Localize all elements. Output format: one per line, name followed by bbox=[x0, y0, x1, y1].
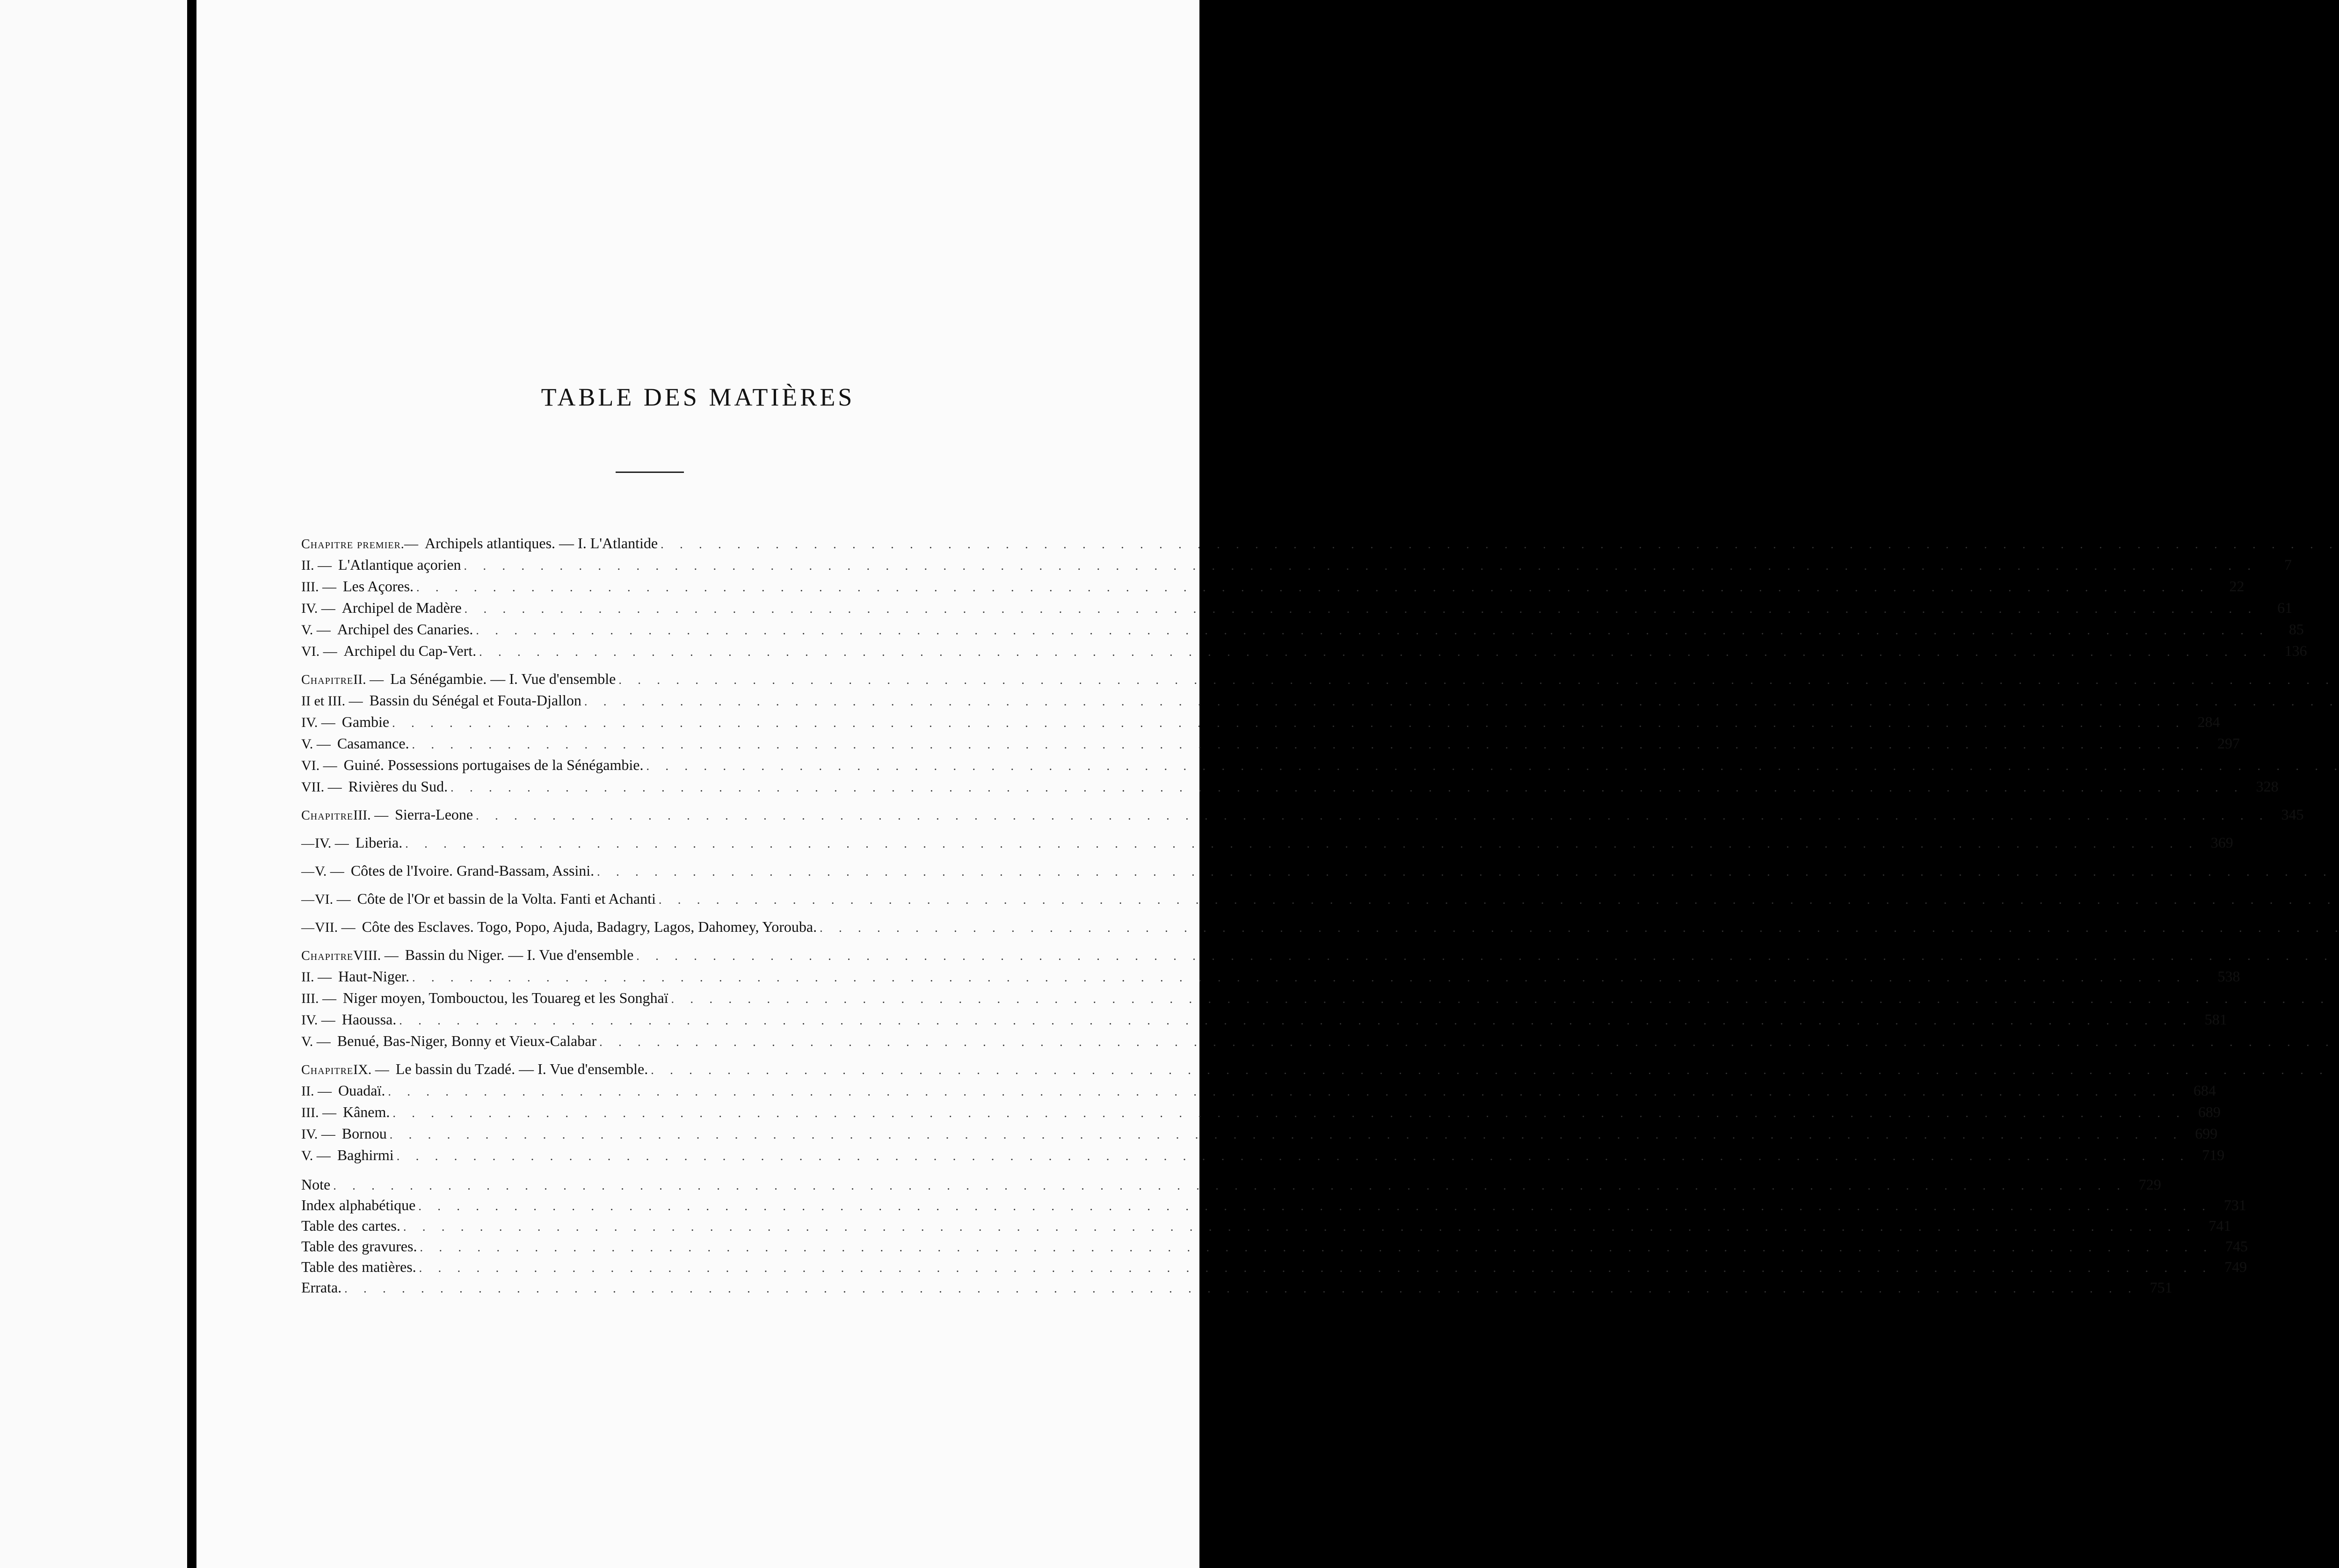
toc-leader-dots bbox=[330, 1176, 2127, 1196]
toc-chapter-label: — bbox=[301, 893, 315, 907]
toc-leader-dots bbox=[473, 620, 2269, 641]
toc-section-title: Archipel des Canaries. bbox=[337, 621, 473, 638]
toc-leader-dots bbox=[616, 669, 2339, 691]
toc-leader-dots bbox=[416, 1258, 2213, 1278]
toc-entry[interactable] bbox=[301, 916, 991, 937]
toc-leader-dots bbox=[643, 755, 2339, 777]
toc-entry[interactable] bbox=[301, 1123, 2218, 1144]
toc-chapter-label: Chapitre premier. bbox=[301, 537, 405, 552]
toc-section-number: II et III. — bbox=[301, 693, 363, 709]
toc-section-title: Ouadaï. bbox=[338, 1082, 385, 1099]
toc-page-number: 741 bbox=[2208, 1217, 2231, 1234]
toc-leader-dots bbox=[400, 1217, 2197, 1237]
toc-section-number: IV. — bbox=[301, 601, 335, 616]
toc-back-entry[interactable] bbox=[301, 1256, 2247, 1277]
toc-entry[interactable] bbox=[301, 711, 2220, 733]
toc-entry[interactable] bbox=[301, 832, 2233, 853]
toc-leader-dots bbox=[415, 1196, 2212, 1217]
page-title: TABLE DES MATIÈRES bbox=[541, 383, 855, 411]
toc-section-number: IV. — bbox=[301, 1012, 335, 1028]
toc-section-title: Niger moyen, Tombouctou, les Touareg et les Songhaï bbox=[342, 989, 668, 1006]
toc-section-number: IV. — bbox=[315, 835, 349, 851]
toc-section-title: Côtes de l'Ivoire. Grand-Bassam, Assini. bbox=[350, 862, 595, 879]
toc-section-title: La Sénégambie. — I. Vue d'ensemble bbox=[390, 670, 616, 687]
toc-chapter-label: Chapitre bbox=[301, 949, 354, 963]
toc-leader-dots bbox=[389, 712, 2186, 734]
toc-leader-dots bbox=[462, 598, 2258, 620]
toc-entry[interactable] bbox=[301, 1058, 991, 1080]
toc-section-title: Le bassin du Tzadé. — I. Vue d'ensemble. bbox=[395, 1060, 648, 1077]
toc-entry[interactable] bbox=[301, 987, 991, 1009]
toc-section-number: V. — bbox=[315, 864, 344, 879]
toc-entry[interactable] bbox=[301, 618, 2304, 640]
toc-section-number: IX. — bbox=[353, 1062, 389, 1077]
toc-section-number: V. — bbox=[301, 1148, 331, 1163]
toc-page-number: 345 bbox=[2281, 806, 2304, 823]
toc-section-title: Haoussa. bbox=[341, 1011, 397, 1028]
toc-back-title: Table des gravures. bbox=[301, 1238, 417, 1255]
table-of-contents bbox=[301, 532, 2307, 1298]
toc-page-number: 7 bbox=[2284, 556, 2292, 573]
toc-section-title: Bornou bbox=[341, 1125, 387, 1142]
toc-leader-dots bbox=[414, 577, 2210, 598]
toc-section-title: Côte de l'Or et bassin de la Volta. Fanti et Achanti bbox=[357, 890, 656, 907]
toc-back-entry[interactable] bbox=[301, 1174, 2161, 1195]
toc-entry[interactable] bbox=[301, 640, 2307, 661]
toc-page-number: 745 bbox=[2225, 1238, 2248, 1255]
toc-page-number: 136 bbox=[2284, 642, 2307, 659]
toc-leader-dots bbox=[341, 1278, 2138, 1299]
toc-entry[interactable] bbox=[301, 690, 991, 711]
toc-section-title: Les Açores. bbox=[342, 578, 414, 595]
toc-chapter-entries bbox=[301, 532, 2307, 1166]
toc-page-number: 85 bbox=[2288, 621, 2304, 638]
toc-back-entry[interactable] bbox=[301, 1236, 2248, 1256]
toc-leader-dots bbox=[473, 805, 2269, 827]
toc-leader-dots bbox=[409, 967, 2206, 988]
toc-entry[interactable] bbox=[301, 804, 2304, 825]
toc-leader-dots bbox=[633, 945, 2339, 967]
toc-section-number: II. — bbox=[301, 969, 332, 985]
toc-chapter-label: — bbox=[301, 864, 315, 879]
toc-page-number: 729 bbox=[2138, 1176, 2161, 1193]
toc-section-title: Bassin du Sénégal et Fouta-Djallon bbox=[369, 692, 581, 709]
toc-leader-dots bbox=[409, 734, 2206, 755]
left-blank-page bbox=[0, 0, 187, 1568]
toc-page-number: 581 bbox=[2204, 1011, 2227, 1028]
toc-section-number: VII. — bbox=[315, 920, 356, 935]
toc-section-number: II. — bbox=[301, 1083, 332, 1099]
toc-section-title: Guiné. Possessions portugaises de la Sénégambie. bbox=[343, 756, 644, 773]
toc-page-number: 751 bbox=[2150, 1279, 2172, 1296]
toc-chapter-label: Chapitre bbox=[301, 673, 354, 687]
toc-section-number: IV. — bbox=[301, 1126, 335, 1142]
toc-section-title: Casamance. bbox=[337, 735, 409, 752]
toc-leader-dots bbox=[581, 691, 2339, 712]
toc-entry[interactable] bbox=[301, 597, 2293, 618]
toc-entry[interactable] bbox=[301, 532, 991, 554]
toc-entry[interactable] bbox=[301, 1101, 2221, 1123]
toc-page-number: 328 bbox=[2256, 778, 2279, 795]
toc-page-number: 699 bbox=[2195, 1125, 2218, 1142]
toc-section-title: Côte des Esclaves. Togo, Popo, Ajuda, Badagry, Lagos, Dahomey, Yorouba. bbox=[362, 918, 817, 935]
toc-chapter-label: Chapitre bbox=[301, 808, 354, 823]
toc-leader-dots bbox=[396, 1010, 2193, 1031]
toc-section-title: L'Atlantique açorien bbox=[338, 556, 461, 573]
toc-back-entry[interactable] bbox=[301, 1277, 2172, 1298]
toc-leader-dots bbox=[648, 1060, 2339, 1081]
toc-leader-dots bbox=[394, 1146, 2190, 1167]
toc-leader-dots bbox=[596, 1031, 2339, 1053]
toc-leader-dots bbox=[402, 833, 2199, 855]
toc-entry[interactable] bbox=[301, 776, 2279, 797]
toc-page-number: 731 bbox=[2223, 1197, 2246, 1213]
toc-section-number: V. — bbox=[301, 1034, 331, 1049]
toc-leader-dots bbox=[817, 917, 2339, 939]
title-rule bbox=[616, 472, 684, 473]
toc-section-number: V. — bbox=[301, 736, 331, 752]
toc-section-number: III. — bbox=[353, 807, 389, 823]
toc-leader-dots bbox=[417, 1237, 2213, 1258]
toc-section-title: Baghirmi bbox=[337, 1147, 394, 1163]
toc-section-title: Bassin du Niger. — I. Vue d'ensemble bbox=[405, 946, 634, 963]
toc-entry[interactable] bbox=[301, 944, 991, 965]
toc-leader-dots bbox=[385, 1081, 2181, 1103]
toc-entry[interactable] bbox=[301, 754, 991, 776]
toc-page-number: 538 bbox=[2217, 968, 2240, 985]
toc-leader-dots bbox=[658, 534, 2339, 555]
toc-section-title: Archipels atlantiques. — I. L'Atlantide bbox=[425, 535, 658, 552]
toc-leader-dots bbox=[594, 861, 2339, 883]
toc-section-title: Benué, Bas-Niger, Bonny et Vieux-Calabar bbox=[337, 1032, 597, 1049]
toc-entry[interactable] bbox=[301, 1030, 991, 1052]
toc-back-entry[interactable] bbox=[301, 1195, 2246, 1215]
toc-page-number: 22 bbox=[2229, 578, 2245, 595]
toc-section-title: Sierra-Leone bbox=[395, 806, 473, 823]
toc-leader-dots bbox=[448, 777, 2244, 799]
toc-entry[interactable] bbox=[301, 668, 991, 690]
toc-section-title: Kânem. bbox=[342, 1103, 390, 1120]
toc-section-number: VIII. — bbox=[353, 948, 399, 963]
toc-section-title: Haut-Niger. bbox=[338, 968, 409, 985]
toc-back-entry[interactable] bbox=[301, 1215, 2231, 1236]
toc-entry[interactable] bbox=[301, 1080, 2216, 1101]
toc-leader-dots bbox=[668, 988, 2339, 1010]
toc-leader-dots bbox=[461, 555, 2258, 577]
toc-section-number: V. — bbox=[301, 622, 331, 638]
toc-entry[interactable] bbox=[301, 965, 2240, 987]
toc-page-number: 689 bbox=[2198, 1103, 2221, 1120]
toc-chapter-label: — bbox=[301, 921, 315, 935]
toc-entry[interactable] bbox=[301, 1144, 2225, 1166]
toc-chapter-label: — bbox=[301, 836, 315, 851]
toc-leader-dots bbox=[656, 889, 2339, 911]
toc-section-number: III. — bbox=[301, 1105, 336, 1120]
toc-page-number: 284 bbox=[2197, 713, 2220, 730]
toc-page-number: 369 bbox=[2210, 834, 2233, 851]
toc-entry[interactable] bbox=[301, 888, 991, 909]
toc-page-number: 297 bbox=[2217, 735, 2240, 752]
toc-page-number: 719 bbox=[2202, 1147, 2225, 1163]
toc-section-title: Archipel de Madère bbox=[341, 599, 462, 616]
toc-section-title: Rivières du Sud. bbox=[348, 778, 448, 795]
toc-section-number: VI. — bbox=[301, 758, 337, 773]
toc-entry[interactable] bbox=[301, 860, 991, 881]
toc-section-number: VI. — bbox=[315, 892, 351, 907]
toc-back-title: Index alphabétique bbox=[301, 1197, 416, 1213]
toc-section-title: Gambie bbox=[341, 713, 390, 730]
toc-page-number: 61 bbox=[2277, 599, 2293, 616]
toc-back-matter bbox=[301, 1174, 2248, 1298]
toc-entry[interactable] bbox=[301, 1009, 2227, 1030]
toc-back-title: Errata. bbox=[301, 1279, 342, 1296]
toc-page-number: 684 bbox=[2193, 1082, 2216, 1099]
toc-section-number: IV. — bbox=[301, 715, 335, 730]
toc-section-number: VI. — bbox=[301, 644, 337, 659]
toc-section-number: II. — bbox=[301, 558, 332, 573]
toc-chapter-label: Chapitre bbox=[301, 1063, 354, 1077]
toc-page-number: 749 bbox=[2224, 1258, 2247, 1275]
toc-section-number: II. — bbox=[353, 672, 384, 687]
toc-section-number: VII. — bbox=[301, 779, 342, 795]
toc-leader-dots bbox=[390, 1103, 2186, 1124]
toc-leader-dots bbox=[387, 1124, 2183, 1146]
toc-entry[interactable] bbox=[301, 575, 2245, 597]
toc-back-title: Table des matières. bbox=[301, 1258, 416, 1275]
toc-back-title: Note bbox=[301, 1176, 331, 1193]
toc-back-title: Table des cartes. bbox=[301, 1217, 400, 1234]
toc-section-number: III. — bbox=[301, 991, 336, 1006]
toc-entry[interactable] bbox=[301, 733, 2240, 754]
toc-section-number: III. — bbox=[301, 579, 336, 595]
toc-section-title: Liberia. bbox=[355, 834, 403, 851]
toc-section-number: — bbox=[404, 536, 418, 552]
toc-entry[interactable] bbox=[301, 554, 2292, 575]
toc-leader-dots bbox=[476, 641, 2273, 663]
toc-section-title: Archipel du Cap-Vert. bbox=[343, 642, 477, 659]
